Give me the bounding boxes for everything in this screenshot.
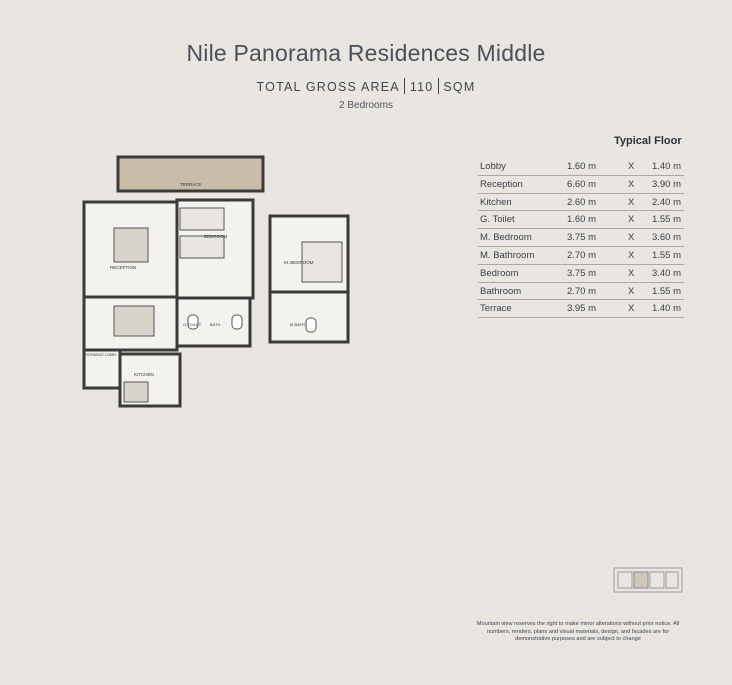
room-name: M. Bedroom bbox=[480, 232, 532, 244]
dimension-separator: X bbox=[628, 303, 635, 315]
room-length: 1.40 m bbox=[651, 303, 681, 315]
m-bath-label: M.BATH bbox=[290, 322, 305, 327]
lobby-label: ENTRANCE LOBBY bbox=[84, 353, 117, 357]
room-length: 2.40 m bbox=[651, 196, 681, 208]
room-name: Lobby bbox=[480, 161, 506, 172]
gross-area bbox=[0, 78, 732, 94]
disclaimer-text: Mountain view reserves the right to make minor alterations without prior notice. All numbers, renders, plans and visual materials, design, and facades are for demonstrative purposes and are subject to change bbox=[476, 621, 680, 643]
room-width: 2.70 m bbox=[566, 249, 596, 261]
floor-plan-master bbox=[190, 150, 360, 350]
m-bedroom-label: M. BEDROOM bbox=[284, 260, 314, 265]
divider bbox=[438, 78, 439, 94]
divider bbox=[404, 78, 405, 94]
page-title: Nile Panorama Residences Middle bbox=[186, 40, 546, 66]
room-width: 6.60 m bbox=[566, 178, 596, 190]
room-name: M. Bathroom bbox=[480, 249, 535, 261]
dimension-separator: X bbox=[628, 285, 635, 297]
dimension-separator: X bbox=[628, 267, 635, 279]
room-length: 3.90 m bbox=[651, 178, 681, 190]
dimension-separator: X bbox=[628, 161, 635, 172]
room-width: 1.60 m bbox=[566, 161, 596, 172]
room-width: 1.60 m bbox=[566, 214, 596, 226]
room-length: 1.55 m bbox=[651, 285, 681, 297]
room-width: 3.75 m bbox=[566, 232, 596, 244]
table-row bbox=[478, 300, 684, 318]
toilet bbox=[306, 318, 316, 332]
building-key-plan bbox=[608, 560, 688, 602]
rug bbox=[114, 228, 148, 262]
table-row bbox=[478, 283, 684, 301]
table-row bbox=[478, 176, 684, 194]
table-row bbox=[478, 158, 684, 176]
room-dimensions-table bbox=[478, 158, 684, 318]
room-width: 3.95 m bbox=[566, 303, 596, 315]
dimension-separator: X bbox=[628, 196, 635, 208]
room-length: 1.55 m bbox=[651, 249, 681, 261]
dimension-separator: X bbox=[628, 214, 635, 226]
room-name: Bedroom bbox=[480, 267, 519, 279]
kitchen-label: KITCHEN bbox=[134, 372, 154, 377]
gross-area-label: TOTAL GROSS AREA bbox=[256, 80, 400, 94]
room-width: 2.70 m bbox=[566, 285, 596, 297]
room-name: G. Toilet bbox=[480, 214, 515, 226]
gross-area-value: 110 bbox=[409, 80, 434, 94]
table-row bbox=[478, 265, 684, 283]
table-row bbox=[478, 194, 684, 212]
gross-area-unit: SQM bbox=[443, 80, 476, 94]
room-length: 1.55 m bbox=[651, 214, 681, 226]
dining-table bbox=[114, 306, 154, 336]
dimension-separator: X bbox=[628, 232, 635, 244]
dimension-separator: X bbox=[628, 249, 635, 261]
g-toilet-label: G.TOILET bbox=[183, 322, 202, 327]
room-name: Reception bbox=[480, 178, 523, 190]
terrace-label: TERRACE bbox=[180, 182, 202, 187]
reception-label: RECEPTION bbox=[110, 265, 137, 270]
bath-label: BATH bbox=[210, 322, 221, 327]
room-length: 3.60 m bbox=[651, 232, 681, 244]
bedroom-label: BEDROOM bbox=[204, 234, 228, 239]
table-row bbox=[478, 229, 684, 247]
bedroom-count: 2 Bedrooms bbox=[339, 100, 393, 111]
room-name: Bathroom bbox=[480, 285, 522, 297]
room-width: 2.60 m bbox=[566, 196, 596, 208]
table-heading: Typical Floor bbox=[614, 135, 682, 147]
room-name: Terrace bbox=[480, 303, 512, 315]
dimension-separator: X bbox=[628, 178, 635, 190]
master-bathroom-room bbox=[270, 292, 348, 342]
table-row bbox=[478, 211, 684, 229]
stove bbox=[124, 382, 148, 402]
room-width: 3.75 m bbox=[566, 267, 596, 279]
table-row bbox=[478, 247, 684, 265]
room-name: Kitchen bbox=[480, 196, 512, 208]
room-length: 1.40 m bbox=[651, 161, 681, 172]
room-length: 3.40 m bbox=[651, 267, 681, 279]
